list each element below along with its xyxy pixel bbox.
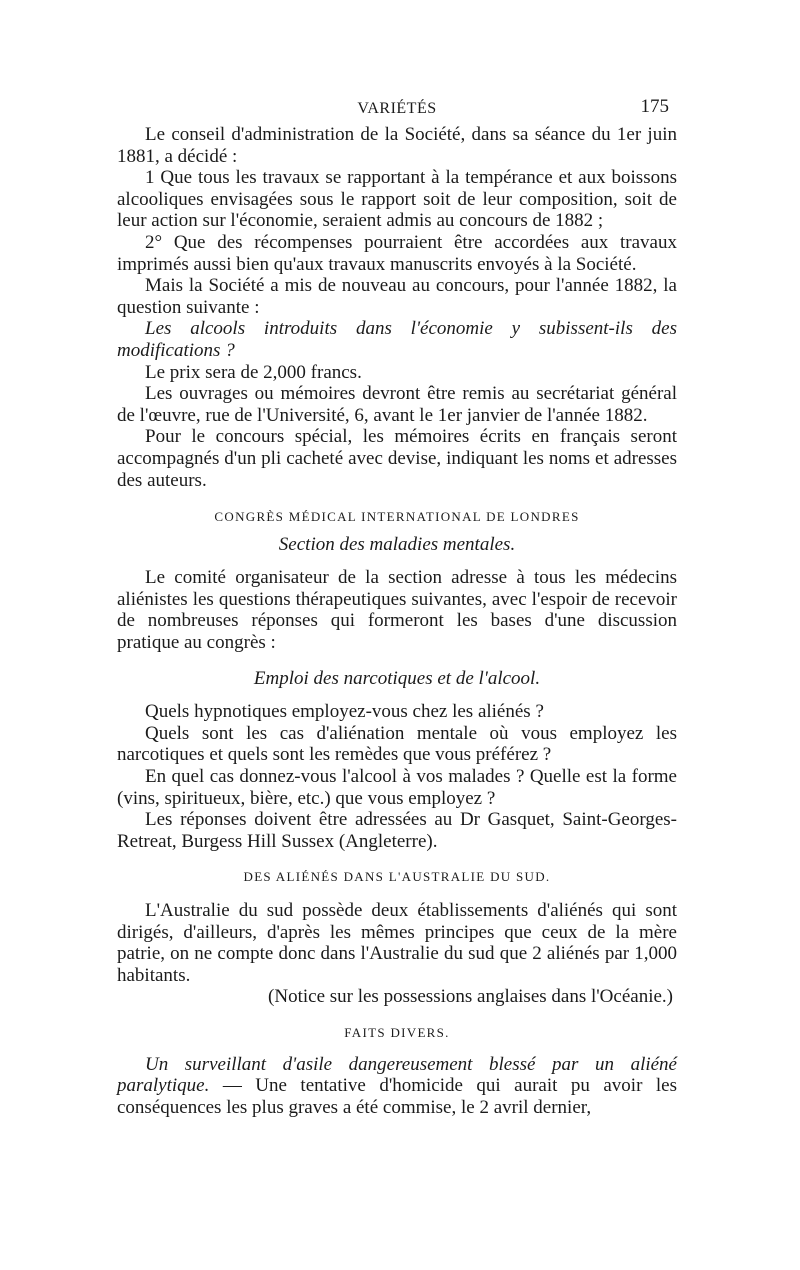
paragraph: Le conseil d'administration de la Société, dans sa séance du 1er juin 1881, a décidé : [117, 124, 677, 167]
page-content [117, 98, 677, 1118]
paragraph: Le prix sera de 2,000 francs. [145, 361, 362, 383]
paragraph: L'Australie du sud possède deux établissements d'aliénés qui sont dirigés, d'ailleurs, d'après les mêmes principes que ceux de la mère patrie, on ne compte donc dans l'Australie du sud que 2 aliénés par 1,000 habitants. [117, 900, 677, 986]
paragraph: 1 Que tous les travaux se rapportant à la tempérance et aux boissons alcooliques envisagées sous le rapport soit de leur composition, soit de leur action sur l'économie, seraient admis au concours de 1882 ; [117, 167, 677, 232]
section-heading: CONGRÈS MÉDICAL INTERNATIONAL DE LONDRES [214, 509, 580, 525]
section-subheading: Section des maladies mentales. [278, 533, 516, 555]
news-headline: Un surveillant d'asile dangereusement blessé par un aliéné paralytique. [117, 1053, 677, 1097]
australie-section [117, 866, 677, 1008]
section-heading: DES ALIÉNÉS DANS L'AUSTRALIE DU SUD. [243, 869, 551, 885]
paragraph: 2° Que des récompenses pourraient être accordées aux travaux imprimés aussi bien qu'aux travaux manuscrits envoyés à la Société. [117, 231, 677, 275]
societe-section [117, 124, 677, 491]
paragraph: Les ouvrages ou mémoires devront être remis au secrétariat général de l'œuvre, rue de l'Université, 6, avant le 1er janvier de l'année 1882. [117, 383, 677, 426]
citation: (Notice sur les possessions anglaises dans l'Océanie.) [268, 986, 673, 1008]
section-heading: FAITS DIVERS. [344, 1024, 450, 1040]
paragraph: Le comité organisateur de la section adresse à tous les médecins aliénistes les questions thérapeutiques suivantes, avec l'espoir de recevoir de nombreuses réponses qui formeront les bases d'une discussion pratique au congrès : [117, 567, 677, 654]
contest-question: Les alcools introduits dans l'économie y subissent-ils des modifications ? [117, 318, 677, 361]
paragraph: Les réponses doivent être adressées au Dr Gasquet, Saint-Georges-Retreat, Burgess Hill Sussex (Angleterre). [117, 809, 677, 852]
congres-section [117, 506, 677, 852]
paragraph [117, 1054, 677, 1119]
faits-section [117, 1022, 677, 1118]
topic-heading: Emploi des narcotiques et de l'alcool. [253, 667, 541, 689]
paragraph: Mais la Société a mis de nouveau au concours, pour l'année 1882, la question suivante : [117, 275, 677, 318]
page-number: 175 [640, 96, 669, 117]
running-head: VARIÉTÉS [357, 100, 437, 117]
page-header [117, 98, 677, 124]
news-text: — Une tentative d'homicide qui aurait pu avoir les conséquences les plus graves a été commise, le 2 avril dernier, [117, 1075, 677, 1118]
question: Quels hypnotiques employez-vous chez les aliénés ? [145, 701, 544, 723]
question: En quel cas donnez-vous l'alcool à vos malades ? Quelle est la forme (vins, spiritueux, bière, etc.) que vous employez ? [117, 766, 677, 809]
question: Quels sont les cas d'aliénation mentale où vous employez les narcotiques et quels sont les remèdes que vous préférez ? [117, 722, 677, 766]
paragraph: Pour le concours spécial, les mémoires écrits en français seront accompagnés d'un pli cacheté avec devise, indiquant les noms et adresses des auteurs. [117, 426, 677, 491]
